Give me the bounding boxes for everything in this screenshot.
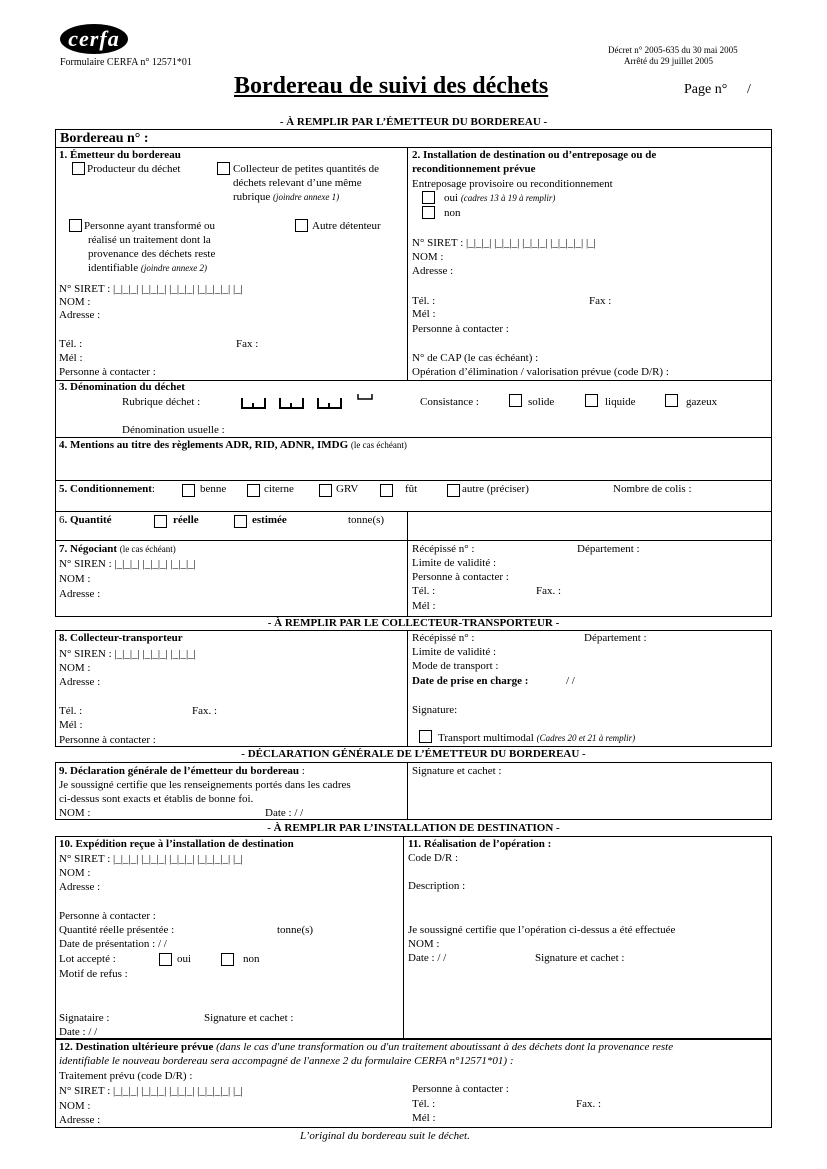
box11-certif: Je soussigné certifie que l’opération ci-dessus a été effectuée <box>408 924 676 936</box>
liquide-checkbox[interactable] <box>585 394 598 407</box>
gazeux-checkbox[interactable] <box>665 394 678 407</box>
box10-date[interactable]: Date : / / <box>59 1026 98 1038</box>
box12-mel[interactable]: Mél : <box>412 1112 436 1124</box>
box7-contact[interactable]: Personne à contacter : <box>412 571 509 583</box>
box8-signature[interactable]: Signature: <box>412 704 458 716</box>
box2-title-1: 2. Installation de destination ou d’entreposage ou de <box>412 149 657 161</box>
box9-date[interactable]: Date : / / <box>265 807 304 819</box>
quantite-reelle-label: réelle <box>173 514 199 526</box>
rubrique-code-field[interactable] <box>240 392 380 412</box>
personne-transformation-checkbox[interactable] <box>69 219 82 232</box>
box2-siret[interactable]: N° SIRET : |_|_|_| |_|_|_| |_|_|_| |_|_|_|_| |_| <box>412 237 596 249</box>
nombre-colis[interactable]: Nombre de colis : <box>613 483 692 495</box>
box1-nom[interactable]: NOM : <box>59 296 91 308</box>
box11-date[interactable]: Date : / / <box>408 952 447 964</box>
entreposage-oui-label: oui (cadres 13 à 19 à remplir) <box>444 192 556 204</box>
box8-title: 8. Collecteur-transporteur <box>59 632 183 644</box>
producteur-checkbox[interactable] <box>72 162 85 175</box>
box12-note-2: identifiable le nouveau bordereau sera accompagné de l'annexe 2 du formulaire CERFA n°12571*01) : <box>59 1055 514 1067</box>
box8-recepisse[interactable]: Récépissé n° : <box>412 632 475 644</box>
box11-nom[interactable]: NOM : <box>408 938 440 950</box>
box11-title: 11. Réalisation de l’opération : <box>408 838 552 850</box>
box8-tel[interactable]: Tél. : <box>59 705 83 717</box>
box10-siret[interactable]: N° SIRET : |_|_|_| |_|_|_| |_|_|_| |_|_|_|_| |_| <box>59 853 243 865</box>
collecteur-label-1: Collecteur de petites quantités de <box>233 163 380 175</box>
collecteur-label-3: rubrique (joindre annexe 1) <box>233 191 340 203</box>
box12-nom[interactable]: NOM : <box>59 1100 91 1112</box>
box10-title: 10. Expédition reçue à l’installation de destination <box>59 838 294 850</box>
box2-cap[interactable]: N° de CAP (le cas échéant) : <box>412 352 539 364</box>
page-title: Bordereau de suivi des déchets <box>234 73 549 99</box>
box9-nom[interactable]: NOM : <box>59 807 91 819</box>
box11-code[interactable]: Code D/R : <box>408 852 459 864</box>
box4-title: 4. Mentions au titre des règlements ADR, RID, ADNR, IMDG (le cas échéant) <box>59 439 407 451</box>
box2-title-2: reconditionnement prévue <box>412 163 536 175</box>
box10-signataire[interactable]: Signataire : <box>59 1012 110 1024</box>
fut-checkbox[interactable] <box>380 484 393 497</box>
lot-non-label: non <box>243 953 260 965</box>
section-installation: - À REMPLIR PAR L’INSTALLATION DE DESTINATION - <box>267 822 560 834</box>
box9-line-1: Je soussigné certifie que les renseignements portés dans les cadres <box>59 779 351 791</box>
box7-departement[interactable]: Département : <box>577 543 640 555</box>
box3-title: 3. Dénomination du déchet <box>59 381 185 393</box>
bordereau-number-label: Bordereau n° : <box>60 131 149 146</box>
box1-mel[interactable]: Mél : <box>59 352 83 364</box>
box7-siren[interactable]: N° SIREN : |_|_|_| |_|_|_| |_|_|_| <box>59 558 196 570</box>
box8-nom[interactable]: NOM : <box>59 662 91 674</box>
box8-date-seps: / / <box>566 675 575 687</box>
box2-nom[interactable]: NOM : <box>412 251 444 263</box>
box10-quantite[interactable]: Quantité réelle présentée : <box>59 924 175 936</box>
box8-mel[interactable]: Mél : <box>59 719 83 731</box>
box8-departement[interactable]: Département : <box>584 632 647 644</box>
box9-title: 9. Déclaration générale de l’émetteur du bordereau : <box>59 765 305 777</box>
box7-mel[interactable]: Mél : <box>412 600 436 612</box>
box12-adresse[interactable]: Adresse : <box>59 1114 101 1126</box>
section-declaration: - DÉCLARATION GÉNÉRALE DE L’ÉMETTEUR DU BORDEREAU - <box>241 748 586 760</box>
personne-label-1: Personne ayant transformé ou <box>84 220 216 232</box>
box10-date-presentation[interactable]: Date de présentation : / / <box>59 938 167 950</box>
autre-conditionnement-label: autre (préciser) <box>462 483 529 495</box>
multimodal-checkbox[interactable] <box>419 730 432 743</box>
decree-2: Arrêté du 29 juillet 2005 <box>624 56 713 66</box>
box2-mel[interactable]: Mél : <box>412 308 436 320</box>
box12-tel[interactable]: Tél. : <box>412 1098 436 1110</box>
box11-description[interactable]: Description : <box>408 880 466 892</box>
box10-contact[interactable]: Personne à contacter : <box>59 910 156 922</box>
decree-1: Décret n° 2005-635 du 30 mai 2005 <box>608 45 738 55</box>
citerne-label: citerne <box>264 483 294 495</box>
box2-fax[interactable]: Fax : <box>589 295 612 307</box>
benne-label: benne <box>200 483 227 495</box>
footer-note: L’original du bordereau suit le déchet. <box>300 1130 470 1142</box>
page-number-label: Page n° <box>684 82 728 97</box>
lot-oui-checkbox[interactable] <box>159 953 172 966</box>
box8-contact[interactable]: Personne à contacter : <box>59 734 156 746</box>
box12-title: 12. Destination ultérieure prévue (dans le cas d'une transformation ou d'un traitement aboutissant à des déchets dont la provenance reste <box>59 1041 674 1053</box>
box12-traitement[interactable]: Traitement prévu (code D/R) : <box>59 1070 193 1082</box>
box1-siret[interactable]: N° SIRET : |_|_|_| |_|_|_| |_|_|_| |_|_|_|_| |_| <box>59 283 243 295</box>
fut-label: fût <box>405 483 418 495</box>
autre-detenteur-checkbox[interactable] <box>295 219 308 232</box>
form-number: Formulaire CERFA n° 12571*01 <box>60 57 192 68</box>
box8-adresse[interactable]: Adresse : <box>59 676 101 688</box>
consistance-label: Consistance : <box>420 396 479 408</box>
section-emetteur: - À REMPLIR PAR L’ÉMETTEUR DU BORDEREAU - <box>279 116 548 128</box>
box8-date-prise[interactable]: Date de prise en charge : <box>412 675 529 687</box>
quantite-estimee-checkbox[interactable] <box>234 515 247 528</box>
entreposage-oui-checkbox[interactable] <box>422 191 435 204</box>
personne-label-3: provenance des déchets reste <box>88 248 216 260</box>
solide-label: solide <box>528 396 555 408</box>
box10-tonnes: tonne(s) <box>277 924 314 936</box>
page-number-sep: / <box>747 82 751 97</box>
box7-adresse[interactable]: Adresse : <box>59 588 101 600</box>
box1-adresse[interactable]: Adresse : <box>59 309 101 321</box>
gazeux-label: gazeux <box>686 396 718 408</box>
box10-nom[interactable]: NOM : <box>59 867 91 879</box>
box9-signature[interactable]: Signature et cachet : <box>412 765 502 777</box>
benne-checkbox[interactable] <box>182 484 195 497</box>
quantite-reelle-checkbox[interactable] <box>154 515 167 528</box>
box10-motif[interactable]: Motif de refus : <box>59 968 128 980</box>
personne-label-2: réalisé un traitement dont la <box>88 234 211 246</box>
box10-lot-label: Lot accepté : <box>59 953 116 965</box>
rubrique-dechet-label: Rubrique déchet : <box>122 396 201 408</box>
entreposage-non-label: non <box>444 207 461 219</box>
box8-siren[interactable]: N° SIREN : |_|_|_| |_|_|_| |_|_|_| <box>59 648 196 660</box>
multimodal-label: Transport multimodal (Cadres 20 et 21 à remplir) <box>438 732 636 744</box>
liquide-label: liquide <box>605 396 636 408</box>
box12-fax[interactable]: Fax. : <box>576 1098 602 1110</box>
box9-line-2: ci-dessus sont exacts et établis de bonne foi. <box>59 793 254 805</box>
box2-tel[interactable]: Tél. : <box>412 295 436 307</box>
collecteur-checkbox[interactable] <box>217 162 230 175</box>
box7-title: 7. Négociant (le cas échéant) <box>59 543 176 555</box>
cerfa-logo: cerfa <box>60 24 128 54</box>
box7-nom[interactable]: NOM : <box>59 573 91 585</box>
box1-title: 1. Émetteur du bordereau <box>59 149 181 161</box>
box8-mode[interactable]: Mode de transport : <box>412 660 499 672</box>
box1-tel[interactable]: Tél. : <box>59 338 83 350</box>
box2-adresse[interactable]: Adresse : <box>412 265 454 277</box>
entreposage-label: Entreposage provisoire ou reconditionnement <box>412 178 613 190</box>
box10-signature[interactable]: Signature et cachet : <box>204 1012 294 1024</box>
denomination-usuelle[interactable]: Dénomination usuelle : <box>122 424 225 436</box>
grv-checkbox[interactable] <box>319 484 332 497</box>
producteur-label: Producteur du déchet <box>87 163 181 175</box>
lot-oui-label: oui <box>177 953 192 965</box>
citerne-checkbox[interactable] <box>247 484 260 497</box>
lot-non-checkbox[interactable] <box>221 953 234 966</box>
box2-contact[interactable]: Personne à contacter : <box>412 323 509 335</box>
box1-contact[interactable]: Personne à contacter : <box>59 366 156 378</box>
grv-label: GRV <box>336 483 359 495</box>
autre-detenteur-label: Autre détenteur <box>312 220 381 232</box>
box12-siret[interactable]: N° SIRET : |_|_|_| |_|_|_| |_|_|_| |_|_|_|_| |_| <box>59 1085 243 1097</box>
box11-signature[interactable]: Signature et cachet : <box>535 952 625 964</box>
entreposage-non-checkbox[interactable] <box>422 206 435 219</box>
section-transporteur: - À REMPLIR PAR LE COLLECTEUR-TRANSPORTEUR - <box>267 617 560 629</box>
box7-recepisse[interactable]: Récépissé n° : <box>412 543 475 555</box>
box7-limite[interactable]: Limite de validité : <box>412 557 497 569</box>
box2-operation[interactable]: Opération d’élimination / valorisation prévue (code D/R) : <box>412 366 669 378</box>
solide-checkbox[interactable] <box>509 394 522 407</box>
box6-title: 6. Quantité <box>59 514 112 526</box>
box10-adresse[interactable]: Adresse : <box>59 881 101 893</box>
box7-fax[interactable]: Fax. : <box>536 585 562 597</box>
box5-title: 5. Conditionnement: <box>59 483 155 495</box>
box8-fax[interactable]: Fax. : <box>192 705 218 717</box>
box7-tel[interactable]: Tél. : <box>412 585 436 597</box>
personne-label-4: identifiable (joindre annexe 2) <box>88 262 207 274</box>
quantite-estimee-label: estimée <box>252 514 287 526</box>
collecteur-label-2: déchets relevant d’une même <box>233 177 362 189</box>
autre-conditionnement-checkbox[interactable] <box>447 484 460 497</box>
box8-limite[interactable]: Limite de validité : <box>412 646 497 658</box>
box12-contact[interactable]: Personne à contacter : <box>412 1083 509 1095</box>
box1-fax[interactable]: Fax : <box>236 338 259 350</box>
quantite-tonnes[interactable]: tonne(s) <box>348 514 385 526</box>
